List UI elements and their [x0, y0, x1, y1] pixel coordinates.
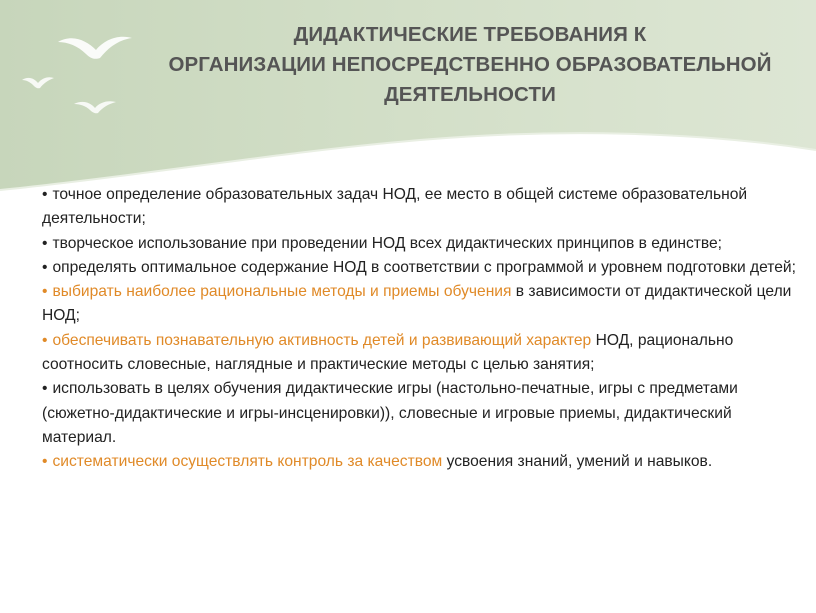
item-text: использовать в целях обучения дидактические игры (настольно-печатные, игры с предметами (сюжетно-дидактические и игры-инсценировки)), словесные и игровые приемы, дидактический материал. — [42, 380, 738, 446]
title-line: ДИДАКТИЧЕСКИЕ ТРЕБОВАНИЯ К — [293, 23, 647, 46]
item-highlight: обеспечивать познавательную активность детей и развивающий характер — [52, 331, 592, 349]
bullet-icon: • — [42, 380, 48, 398]
list-item — [42, 329, 802, 378]
list-item — [42, 256, 802, 280]
item-text: определять оптимальное содержание НОД в соответствии с программой и уровнем подготовки детей; — [52, 258, 796, 276]
slide-title — [120, 20, 816, 110]
item-text: точное определение образовательных задач НОД, ее место в общей системе образовательной деятельности; — [42, 186, 748, 228]
list-item — [42, 377, 802, 450]
bird-icon — [22, 77, 54, 88]
bullet-icon: • — [42, 258, 48, 276]
bullet-icon: • — [42, 283, 48, 301]
bullet-icon: • — [42, 453, 48, 471]
list-item — [42, 183, 802, 232]
bullet-icon: • — [42, 234, 48, 252]
title-line: ДЕЯТЕЛЬНОСТИ — [384, 83, 556, 106]
list-item — [42, 450, 802, 474]
bird-icon — [74, 101, 116, 113]
requirements-list — [42, 183, 802, 475]
bullet-icon: • — [42, 186, 48, 203]
item-text: усвоения знаний, умений и навыков. — [442, 453, 713, 471]
bullet-icon: • — [42, 331, 48, 349]
item-text: творческое использование при проведении НОД всех дидактических принципов в единстве; — [52, 234, 723, 252]
item-highlight: выбирать наиболее рациональные методы и приемы обучения — [52, 283, 512, 301]
item-text: НОД, рационально соотносить словесные, наглядные и практические методы с целью занятия; — [42, 331, 734, 374]
item-highlight: систематически осуществлять контроль за качеством — [52, 453, 443, 471]
list-item — [42, 232, 802, 256]
item-text: в зависимости от дидактической цели НОД; — [42, 283, 792, 325]
list-item — [42, 280, 802, 329]
title-line: ОРГАНИЗАЦИИ НЕПОСРЕДСТВЕННО ОБРАЗОВАТЕЛЬНОЙ — [168, 53, 772, 76]
